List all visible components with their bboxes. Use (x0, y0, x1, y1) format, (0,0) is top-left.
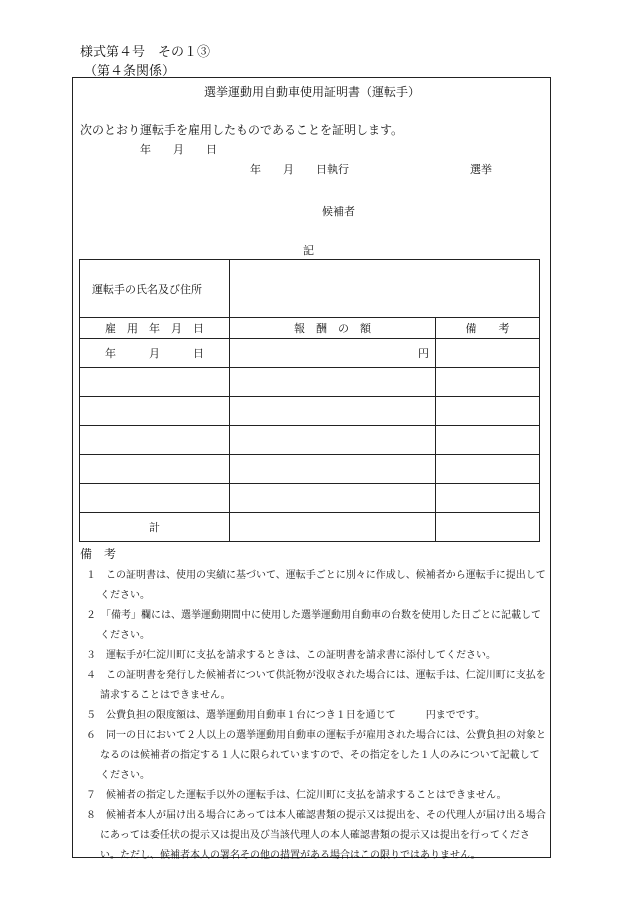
yen-label: 円 (230, 339, 436, 368)
election-date: 年 月 日執行 (250, 163, 349, 176)
total-amount-cell (230, 513, 436, 542)
driver-label: 運転手の氏名及び住所 (80, 260, 230, 318)
row-date: 年 月 日 (80, 339, 230, 368)
note-item: ３ 運転手が仁淀川町に支払を請求するときは、この証明書を請求書に添付してください。 (86, 650, 496, 661)
election-name-label: 選挙 (470, 163, 492, 176)
note-item: １ この証明書は、使用の実績に基づいて、運転手ごとに別々に作成し、候補者から運転手に提出してください。 (86, 570, 546, 601)
note-item: ６ 同一の日において２人以上の選挙運動用自動車の運転手が雇用された場合には、公費負担の対象となるのは候補者の指定する１人に限られていますので、その指定をした１人のみについて記載してください。 (86, 730, 546, 781)
note-item: ７ 候補者の指定した運転手以外の運転手は、仁淀川町に支払を請求することはできません。 (86, 790, 507, 801)
article-reference: （第４条関係） (84, 64, 176, 79)
table-row (80, 368, 540, 397)
issue-date: 年 月 日 (140, 143, 217, 156)
table-row (80, 397, 540, 426)
table-row (80, 426, 540, 455)
total-row (80, 513, 540, 542)
candidate-label: 候補者 (322, 205, 355, 218)
header-row (80, 318, 540, 339)
driver-name-cell (230, 260, 540, 318)
table-row (80, 455, 540, 484)
remarks-cell (436, 339, 540, 368)
ki-label: 記 (303, 244, 314, 257)
employment-date-header: 雇 用 年 月 日 (80, 318, 230, 339)
employment-table (79, 259, 540, 542)
document-title: 選挙運動用自動車使用証明書（運転手） (203, 85, 420, 99)
total-remarks-cell (436, 513, 540, 542)
driver-row (80, 260, 540, 318)
table-row (80, 339, 540, 368)
notes-section (80, 545, 546, 866)
note-item: ５ 公費負担の限度額は、選挙運動用自動車１台につき１日を通じて 円までです。 (86, 710, 485, 721)
notes-title: 備 考 (80, 547, 117, 561)
certify-text: 次のとおり運転手を雇用したものであることを証明します。 (80, 123, 404, 137)
total-label: 計 (80, 513, 230, 542)
table-row (80, 484, 540, 513)
note-item: ２ 「備考」欄には、選挙運動期間中に使用した選挙運動用自動車の台数を使用した日ごとに記載してください。 (86, 610, 541, 641)
form-number: 様式第４号 その１③ (80, 45, 211, 60)
note-item: ４ この証明書を発行した候補者について供託物が没収された場合には、運転手は、仁淀川町に支払を請求することはできません。 (86, 670, 546, 701)
remuneration-header: 報 酬 の 額 (230, 318, 436, 339)
remarks-header: 備 考 (436, 318, 540, 339)
note-item: ８ 候補者本人が届け出る場合にあっては本人確認書類の提示又は提出を、その代理人が届け出る場合にあっては委任状の提示又は提出及び当該代理人の本人確認書類の提示又は提出を行ってください。ただし、候補者本人の署名その他の措置がある場合はこの限りではありません。 (86, 810, 546, 861)
